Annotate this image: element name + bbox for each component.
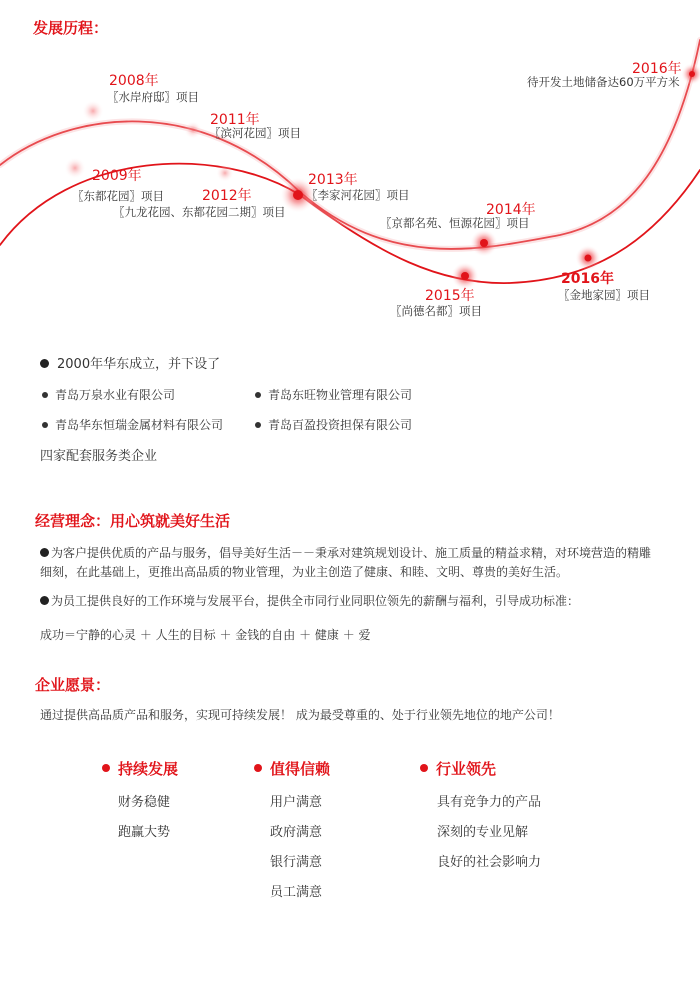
founding-intro-row [40, 353, 220, 372]
founding-intro: 2000年华东成立，并下设了 [57, 357, 221, 372]
founding-footer: 四家配套服务类企业 [40, 449, 158, 464]
milestone-year-2013: 2013年 [308, 172, 358, 188]
milestone-project-2016b: 待开发土地储备达60万平方米 [527, 75, 680, 89]
bullet-icon [255, 392, 261, 398]
history-title: 发展历程： [33, 19, 109, 37]
milestone-dot-2011 [184, 121, 202, 139]
bullet-icon [40, 596, 49, 605]
milestone-year-2015: 2015年 [425, 288, 475, 304]
philosophy-title: 经营理念：用心筑就美好生活 [35, 512, 231, 530]
milestone-year-2016a: 2016年 [561, 271, 614, 287]
vision-column-item: 深刻的专业见解 [437, 825, 529, 840]
milestone-project-2013: 〖李家河花园〗项目 [306, 188, 410, 202]
vision-column-item: 用户满意 [270, 795, 323, 810]
milestone-dot-2008 [82, 100, 104, 122]
milestone-project-2014: 〖京都名苑、恒源花园〗项目 [380, 216, 530, 230]
company-item: 青岛百盈投资担保有限公司 [255, 416, 412, 433]
vision-column-item: 政府满意 [270, 825, 323, 840]
milestone-project-2012: 〖九龙花园、东都花园二期〗项目 [113, 205, 286, 219]
milestone-project-2008: 〖水岸府邸〗项目 [107, 90, 199, 104]
vision-title: 企业愿景： [35, 676, 111, 694]
bullet-icon [42, 392, 48, 398]
company-item: 青岛东旺物业管理有限公司 [255, 386, 412, 403]
milestone-year-2012: 2012年 [202, 188, 252, 204]
vision-column-item: 跑赢大势 [118, 825, 171, 840]
milestone-dot-2009 [64, 157, 86, 179]
milestone-project-2011: 〖滨河花园〗项目 [209, 126, 301, 140]
dot-icon [420, 764, 428, 772]
milestone-project-2009: 〖东都花园〗项目 [72, 189, 164, 203]
dot-icon [254, 764, 262, 772]
timeline-curve-upper [0, 40, 700, 249]
vision-column-item: 财务稳健 [118, 795, 171, 810]
vision-column-item: 具有竞争力的产品 [437, 795, 542, 810]
vision-text: 通过提供高品质产品和服务，实现可持续发展！ 成为最受尊重的、处于行业领先地位的地产公司！ [40, 708, 560, 722]
milestone-year-2016b: 2016年 [632, 61, 682, 77]
vision-column-item: 良好的社会影响力 [437, 855, 542, 870]
milestone-year-2014: 2014年 [486, 202, 536, 218]
milestone-project-2016a: 〖金地家园〗项目 [558, 288, 650, 302]
vision-column-heading: 值得信赖 [254, 758, 330, 779]
bullet-icon [40, 548, 49, 557]
philosophy-para-1: 为客户提供优质的产品与服务，倡导美好生活－－秉承对建筑规划设计、施工质量的精益求精，对环境营造的精雕细刻，在此基础上，更推出高品质的物业管理，为业主创造了健康、和睦、文明、尊贵的美好生活。 [40, 546, 652, 579]
bullet-icon [255, 422, 261, 428]
company-item: 青岛万泉水业有限公司 [42, 386, 175, 403]
bullet-icon [42, 422, 48, 428]
milestone-year-2009: 2009年 [92, 168, 142, 184]
vision-column-item: 员工满意 [270, 885, 323, 900]
vision-column-item: 银行满意 [270, 855, 323, 870]
milestone-year-2008: 2008年 [109, 73, 159, 89]
milestone-year-2011: 2011年 [210, 112, 260, 128]
bullet-icon [40, 359, 49, 368]
vision-column-heading: 持续发展 [102, 758, 178, 779]
milestone-dot-2012 [216, 164, 234, 182]
dot-icon [102, 764, 110, 772]
success-formula: 成功＝宁静的心灵 ＋ 人生的目标 ＋ 金钱的自由 ＋ 健康 ＋ 爱 [40, 628, 371, 642]
vision-column-heading: 行业领先 [420, 758, 496, 779]
company-item: 青岛华东恒瑞金属材料有限公司 [42, 416, 223, 433]
milestone-project-2015: 〖尚德名都〗项目 [390, 304, 482, 318]
philosophy-para-2: 为员工提供良好的工作环境与发展平台，提供全市同行业同职位领先的薪酬与福利，引导成功标准： [40, 592, 670, 611]
